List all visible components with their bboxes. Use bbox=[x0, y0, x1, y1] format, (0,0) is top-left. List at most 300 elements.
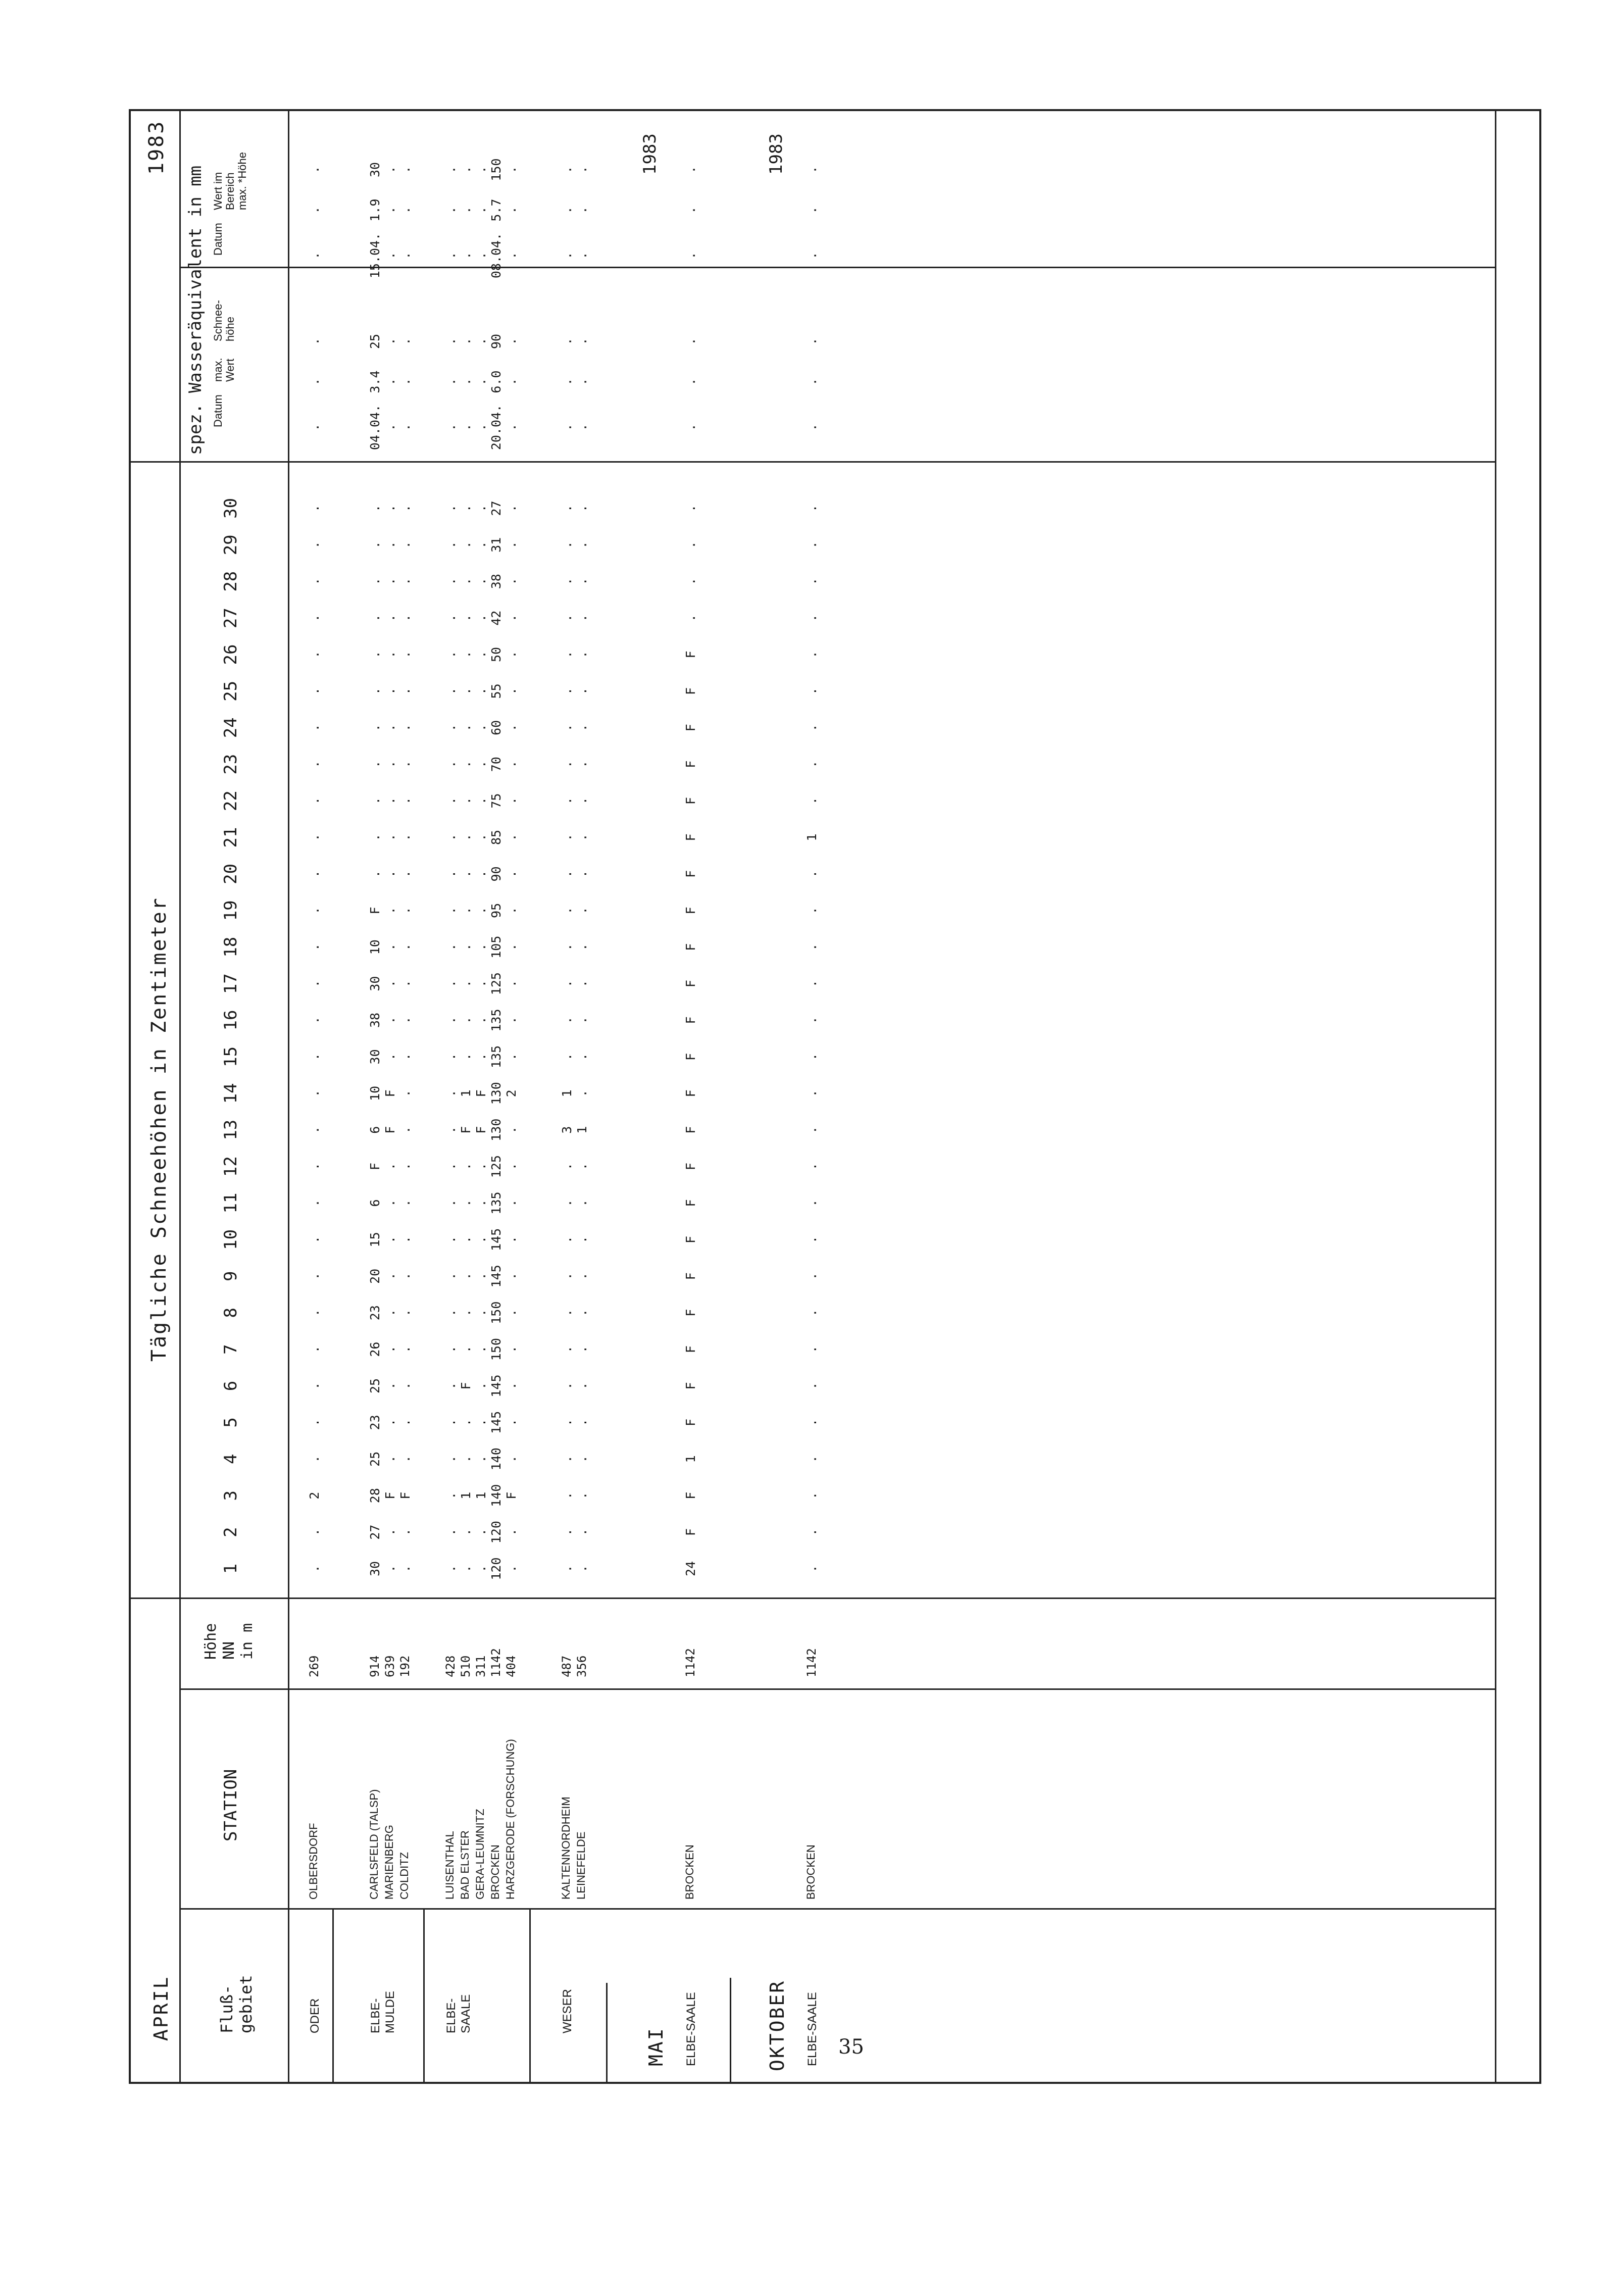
day-value: . bbox=[307, 907, 322, 915]
day-value: . bbox=[443, 504, 458, 512]
day-value: . bbox=[398, 907, 413, 915]
day-value: . bbox=[805, 1309, 819, 1317]
frame-left bbox=[129, 2082, 1541, 2084]
day-value: 27 bbox=[489, 501, 504, 516]
day-value: . bbox=[398, 577, 413, 585]
day-value: . bbox=[805, 504, 819, 512]
day-value: . bbox=[398, 1016, 413, 1024]
swe-sub-datum-1: Datum bbox=[212, 394, 224, 427]
day-value: . bbox=[383, 1272, 397, 1280]
page-number: 35 bbox=[838, 2035, 864, 2059]
year-label: 1983 bbox=[145, 120, 168, 175]
day-number-23: 23 bbox=[221, 754, 241, 775]
swe-value: . bbox=[443, 252, 458, 260]
day-value: 1 bbox=[805, 833, 819, 841]
swe-value: . bbox=[459, 252, 473, 260]
day-value: . bbox=[398, 760, 413, 768]
day-value: . bbox=[504, 651, 519, 659]
swe-value: . bbox=[398, 252, 413, 260]
station-name: HARZGERODE (FORSCHUNG) bbox=[504, 1739, 517, 1900]
day-value: . bbox=[307, 870, 322, 878]
day-value: 10 bbox=[368, 939, 382, 955]
day-value: . bbox=[805, 724, 819, 732]
day-value: 60 bbox=[489, 720, 504, 735]
day-value: . bbox=[443, 1345, 458, 1354]
day-value: . bbox=[575, 980, 589, 988]
day-value: . bbox=[383, 1382, 397, 1390]
flussgebiet-label: ELBE- MULDE bbox=[369, 1990, 397, 2033]
day-value: . bbox=[307, 1309, 322, 1317]
day-value: . bbox=[474, 907, 488, 915]
day-value: . bbox=[443, 614, 458, 622]
day-value: . bbox=[504, 870, 519, 878]
day-value: . bbox=[398, 870, 413, 878]
day-value: F bbox=[383, 1089, 397, 1097]
station-hoehe: 1142 bbox=[489, 1648, 503, 1677]
station-name: LEINEFELDE bbox=[575, 1831, 587, 1900]
flussgebiet-label: ELBE- SAALE bbox=[444, 1994, 473, 2033]
day-value: . bbox=[459, 980, 473, 988]
day-value: . bbox=[504, 907, 519, 915]
day-value: . bbox=[368, 760, 382, 768]
swe-value: . bbox=[459, 206, 473, 214]
day-value: . bbox=[383, 943, 397, 951]
day-value: . bbox=[383, 1309, 397, 1317]
day-number-1: 1 bbox=[221, 1563, 241, 1574]
day-value: . bbox=[560, 1053, 574, 1061]
day-value: 10 bbox=[368, 1085, 382, 1101]
day-value: . bbox=[575, 577, 589, 585]
swe-value: 08.04. bbox=[489, 232, 504, 279]
day-value: 1 bbox=[683, 1455, 698, 1463]
day-value: 20 bbox=[368, 1268, 382, 1284]
swe-value: 25 bbox=[368, 333, 382, 350]
col-hoehe-header: Höhe NN in m bbox=[202, 1623, 256, 1660]
day-value: . bbox=[398, 1382, 413, 1390]
flussgebiet-label: ODER bbox=[308, 1998, 322, 2033]
day-value: . bbox=[398, 1126, 413, 1134]
day-value: . bbox=[307, 1053, 322, 1061]
station-hoehe: 487 bbox=[560, 1655, 574, 1677]
day-value: 125 bbox=[489, 972, 504, 995]
swe-value: 04.04. bbox=[368, 404, 382, 451]
day-value: . bbox=[398, 943, 413, 951]
day-value: . bbox=[459, 1455, 473, 1463]
day-value: . bbox=[805, 797, 819, 805]
day-value: 2 bbox=[504, 1089, 519, 1097]
day-value: . bbox=[368, 614, 382, 622]
day-value: 130 bbox=[489, 1118, 504, 1141]
oktober-year: 1983 bbox=[766, 133, 786, 175]
day-value: 55 bbox=[489, 683, 504, 699]
swe-value: . bbox=[805, 423, 819, 431]
day-value: . bbox=[443, 1565, 458, 1573]
day-value: . bbox=[575, 651, 589, 659]
station-hoehe: 192 bbox=[398, 1655, 412, 1677]
day-value: . bbox=[474, 1053, 488, 1061]
swe-value: . bbox=[459, 378, 473, 386]
day-value: . bbox=[805, 1016, 819, 1024]
day-value: . bbox=[383, 614, 397, 622]
day-value: 85 bbox=[489, 829, 504, 845]
day-value: . bbox=[307, 980, 322, 988]
day-value: . bbox=[307, 1382, 322, 1390]
day-value: . bbox=[474, 1272, 488, 1280]
day-number-26: 26 bbox=[221, 644, 241, 665]
day-value: . bbox=[560, 1272, 574, 1280]
swe-value: . bbox=[560, 337, 574, 345]
day-value: . bbox=[560, 1345, 574, 1354]
day-value: . bbox=[805, 1528, 819, 1536]
day-value: 2 bbox=[307, 1491, 322, 1500]
day-number-30: 30 bbox=[221, 497, 241, 519]
day-value: 27 bbox=[368, 1524, 382, 1540]
day-value: F bbox=[368, 1163, 382, 1171]
swe-value: 5.7 bbox=[489, 198, 504, 222]
day-value: 1 bbox=[459, 1089, 473, 1097]
group-separator bbox=[529, 1910, 531, 2084]
day-value: . bbox=[805, 541, 819, 549]
day-value: . bbox=[560, 577, 574, 585]
day-value: F bbox=[683, 1089, 698, 1097]
swe-value: 90 bbox=[489, 333, 504, 350]
day-value: . bbox=[504, 1455, 519, 1463]
swe-value: . bbox=[683, 378, 698, 386]
day-value: . bbox=[560, 833, 574, 841]
station-name: GERA-LEUMNITZ bbox=[474, 1809, 486, 1900]
day-value: F bbox=[383, 1126, 397, 1134]
day-value: . bbox=[459, 1199, 473, 1207]
day-value: . bbox=[560, 504, 574, 512]
day-value: 90 bbox=[489, 866, 504, 882]
day-value: . bbox=[560, 651, 574, 659]
day-value: . bbox=[504, 1272, 519, 1280]
day-value: 28 bbox=[368, 1488, 382, 1504]
day-value: . bbox=[575, 1053, 589, 1061]
day-value: F bbox=[683, 870, 698, 878]
day-value: . bbox=[398, 1053, 413, 1061]
day-value: . bbox=[459, 1418, 473, 1426]
day-value: . bbox=[443, 724, 458, 732]
swe-value: 6.0 bbox=[489, 370, 504, 393]
day-value: 140 bbox=[489, 1484, 504, 1507]
day-value: . bbox=[459, 1235, 473, 1243]
day-value: 1 bbox=[459, 1491, 473, 1500]
swe-value: . bbox=[459, 337, 473, 345]
swe-header: spez. Wasseräquivalent in mm bbox=[185, 165, 206, 455]
group-separator bbox=[332, 1910, 334, 2084]
day-value: . bbox=[575, 760, 589, 768]
day-value: . bbox=[560, 1016, 574, 1024]
day-value: . bbox=[398, 1309, 413, 1317]
swe-value: . bbox=[398, 206, 413, 214]
sep-hoehe-days bbox=[129, 1598, 1495, 1599]
day-value: . bbox=[504, 797, 519, 805]
day-value: 25 bbox=[368, 1451, 382, 1467]
day-value: . bbox=[398, 651, 413, 659]
day-value: . bbox=[383, 687, 397, 695]
swe-sub-bereich: Wert im Bereich max. *Höhe bbox=[212, 152, 249, 210]
frame-right bbox=[129, 109, 1541, 111]
sep-days-swe bbox=[129, 461, 1495, 463]
swe-value: . bbox=[575, 337, 589, 345]
swe-value: . bbox=[683, 166, 698, 174]
day-value: . bbox=[474, 1418, 488, 1426]
day-value: . bbox=[459, 797, 473, 805]
swe-value: . bbox=[560, 166, 574, 174]
day-value: . bbox=[443, 1199, 458, 1207]
day-value: . bbox=[459, 943, 473, 951]
day-value: . bbox=[474, 1016, 488, 1024]
day-value: . bbox=[307, 541, 322, 549]
day-value: F bbox=[683, 724, 698, 732]
day-value: 125 bbox=[489, 1155, 504, 1178]
station-hoehe: 1142 bbox=[683, 1648, 697, 1677]
day-value: . bbox=[368, 833, 382, 841]
day-value: . bbox=[474, 1235, 488, 1243]
day-value: . bbox=[504, 1565, 519, 1573]
day-value: 70 bbox=[489, 757, 504, 772]
day-value: . bbox=[805, 1053, 819, 1061]
day-number-20: 20 bbox=[221, 863, 241, 884]
day-value: . bbox=[383, 541, 397, 549]
day-value: F bbox=[683, 980, 698, 988]
day-value: . bbox=[805, 651, 819, 659]
swe-value: . bbox=[307, 337, 322, 345]
day-value: 145 bbox=[489, 1265, 504, 1288]
day-value: . bbox=[504, 1053, 519, 1061]
swe-value: . bbox=[474, 166, 488, 174]
station-hoehe: 510 bbox=[459, 1655, 473, 1677]
day-value: . bbox=[443, 1016, 458, 1024]
day-value: . bbox=[474, 1345, 488, 1354]
day-value: . bbox=[474, 1309, 488, 1317]
day-value: . bbox=[459, 870, 473, 878]
day-value: . bbox=[443, 1163, 458, 1171]
day-value: . bbox=[459, 687, 473, 695]
day-number-19: 19 bbox=[221, 900, 241, 921]
day-value: 1 bbox=[474, 1491, 488, 1500]
day-value: . bbox=[560, 1382, 574, 1390]
day-value: . bbox=[575, 1418, 589, 1426]
swe-value: . bbox=[383, 337, 397, 345]
swe-value: . bbox=[575, 378, 589, 386]
day-value: . bbox=[805, 760, 819, 768]
swe-value: . bbox=[443, 206, 458, 214]
day-value: 150 bbox=[489, 1338, 504, 1361]
day-value: . bbox=[307, 1272, 322, 1280]
day-value: . bbox=[560, 870, 574, 878]
day-value: . bbox=[443, 1382, 458, 1390]
day-number-11: 11 bbox=[221, 1192, 241, 1214]
day-value: . bbox=[443, 980, 458, 988]
day-value: . bbox=[443, 870, 458, 878]
day-value: . bbox=[383, 980, 397, 988]
day-value: . bbox=[443, 1491, 458, 1500]
day-value: . bbox=[575, 797, 589, 805]
mai-year: 1983 bbox=[640, 133, 660, 175]
day-value: . bbox=[443, 760, 458, 768]
swe-value: . bbox=[383, 166, 397, 174]
station-hoehe: 1142 bbox=[805, 1648, 819, 1677]
day-value: . bbox=[307, 1199, 322, 1207]
day-value: 95 bbox=[489, 903, 504, 918]
swe-value: . bbox=[398, 378, 413, 386]
day-value: . bbox=[383, 1053, 397, 1061]
day-value: . bbox=[575, 1235, 589, 1243]
day-value: . bbox=[474, 797, 488, 805]
day-value: . bbox=[560, 1491, 574, 1500]
day-value: . bbox=[443, 1272, 458, 1280]
day-value: . bbox=[307, 1418, 322, 1426]
day-value: . bbox=[443, 1528, 458, 1536]
day-value: . bbox=[398, 1235, 413, 1243]
day-value: F bbox=[683, 1199, 698, 1207]
day-value: . bbox=[474, 1382, 488, 1390]
day-value: 38 bbox=[368, 1012, 382, 1028]
day-value: . bbox=[805, 1418, 819, 1426]
day-value: F bbox=[459, 1126, 473, 1134]
day-value: . bbox=[383, 797, 397, 805]
swe-value: . bbox=[307, 206, 322, 214]
day-value: . bbox=[504, 724, 519, 732]
day-value: . bbox=[459, 907, 473, 915]
day-value: . bbox=[560, 943, 574, 951]
day-number-4: 4 bbox=[221, 1454, 241, 1465]
swe-value: . bbox=[307, 378, 322, 386]
day-value: . bbox=[459, 724, 473, 732]
day-value: . bbox=[398, 980, 413, 988]
day-value: 30 bbox=[368, 976, 382, 991]
swe-value: . bbox=[474, 378, 488, 386]
day-value: F bbox=[474, 1126, 488, 1134]
station-name: OLBERSDORF bbox=[307, 1823, 320, 1900]
swe-value: . bbox=[805, 252, 819, 260]
day-value: . bbox=[575, 1309, 589, 1317]
day-number-14: 14 bbox=[221, 1083, 241, 1104]
day-value: 145 bbox=[489, 1411, 504, 1434]
swe-value: . bbox=[504, 337, 519, 345]
day-value: 25 bbox=[368, 1378, 382, 1394]
swe-value: . bbox=[560, 378, 574, 386]
station-name: BAD ELSTER bbox=[459, 1830, 471, 1900]
swe-value: . bbox=[474, 206, 488, 214]
day-value: . bbox=[383, 833, 397, 841]
swe-value: . bbox=[474, 337, 488, 345]
swe-value: . bbox=[504, 252, 519, 260]
day-value: F bbox=[683, 1345, 698, 1354]
day-value: . bbox=[683, 577, 698, 585]
day-value: . bbox=[683, 541, 698, 549]
day-value: . bbox=[459, 1565, 473, 1573]
sep-station-hoehe bbox=[179, 1688, 1495, 1690]
day-value: 140 bbox=[489, 1448, 504, 1471]
day-value: . bbox=[398, 1163, 413, 1171]
day-value: . bbox=[443, 577, 458, 585]
day-value: . bbox=[474, 833, 488, 841]
day-value: . bbox=[474, 1528, 488, 1536]
day-value: . bbox=[805, 1491, 819, 1500]
day-value: . bbox=[560, 541, 574, 549]
day-value: . bbox=[443, 833, 458, 841]
day-value: F bbox=[368, 907, 382, 915]
day-value: F bbox=[504, 1491, 519, 1500]
day-value: 1 bbox=[560, 1089, 574, 1097]
mai-label: MAI bbox=[645, 2027, 667, 2066]
bottom-strip-line bbox=[1495, 109, 1496, 2084]
day-value: . bbox=[307, 1528, 322, 1536]
frame-bottom bbox=[1539, 109, 1541, 2084]
day-value: . bbox=[307, 760, 322, 768]
swe-value: . bbox=[443, 337, 458, 345]
page-title: Tägliche Schneehöhen in Zentimeter bbox=[147, 896, 171, 1362]
day-value: 1 bbox=[575, 1126, 589, 1134]
day-value: . bbox=[368, 541, 382, 549]
day-number-7: 7 bbox=[221, 1344, 241, 1355]
day-value: . bbox=[560, 724, 574, 732]
day-value: . bbox=[474, 1199, 488, 1207]
day-value: . bbox=[504, 1418, 519, 1426]
day-number-10: 10 bbox=[221, 1229, 241, 1250]
day-value: . bbox=[805, 870, 819, 878]
station-hoehe: 914 bbox=[368, 1655, 382, 1677]
day-value: . bbox=[383, 1016, 397, 1024]
day-value: . bbox=[398, 1565, 413, 1573]
swe-value: . bbox=[683, 337, 698, 345]
swe-value: . bbox=[383, 378, 397, 386]
day-value: F bbox=[459, 1382, 473, 1390]
day-value: . bbox=[398, 724, 413, 732]
day-value: . bbox=[504, 943, 519, 951]
day-value: . bbox=[307, 1016, 322, 1024]
day-value: . bbox=[368, 504, 382, 512]
day-value: . bbox=[398, 614, 413, 622]
day-value: . bbox=[560, 980, 574, 988]
day-value: . bbox=[474, 760, 488, 768]
swe-value: . bbox=[459, 423, 473, 431]
day-number-21: 21 bbox=[221, 827, 241, 848]
day-value: . bbox=[575, 614, 589, 622]
day-value: . bbox=[560, 1235, 574, 1243]
day-value: . bbox=[443, 1235, 458, 1243]
day-value: . bbox=[504, 614, 519, 622]
day-value: F bbox=[683, 760, 698, 768]
day-value: . bbox=[383, 577, 397, 585]
day-value: . bbox=[474, 541, 488, 549]
day-value: . bbox=[383, 1163, 397, 1171]
day-value: . bbox=[474, 577, 488, 585]
day-value: F bbox=[683, 1053, 698, 1061]
station-name: LUISENTHAL bbox=[443, 1831, 456, 1900]
day-value: . bbox=[560, 1528, 574, 1536]
swe-value: . bbox=[307, 423, 322, 431]
swe-sub-schneehoehe: Schnee- höhe bbox=[212, 300, 237, 341]
day-value: . bbox=[575, 1382, 589, 1390]
day-value: . bbox=[805, 577, 819, 585]
day-value: . bbox=[383, 1528, 397, 1536]
swe-value: . bbox=[459, 166, 473, 174]
station-name: KALTENNORDHEIM bbox=[560, 1796, 572, 1900]
day-value: 23 bbox=[368, 1305, 382, 1321]
swe-value: 1.9 bbox=[368, 198, 382, 222]
day-value: . bbox=[474, 1163, 488, 1171]
day-value: . bbox=[575, 1491, 589, 1500]
swe-value: . bbox=[307, 252, 322, 260]
day-value: . bbox=[504, 833, 519, 841]
day-value: . bbox=[560, 1199, 574, 1207]
day-value: . bbox=[560, 1565, 574, 1573]
day-value: . bbox=[307, 724, 322, 732]
